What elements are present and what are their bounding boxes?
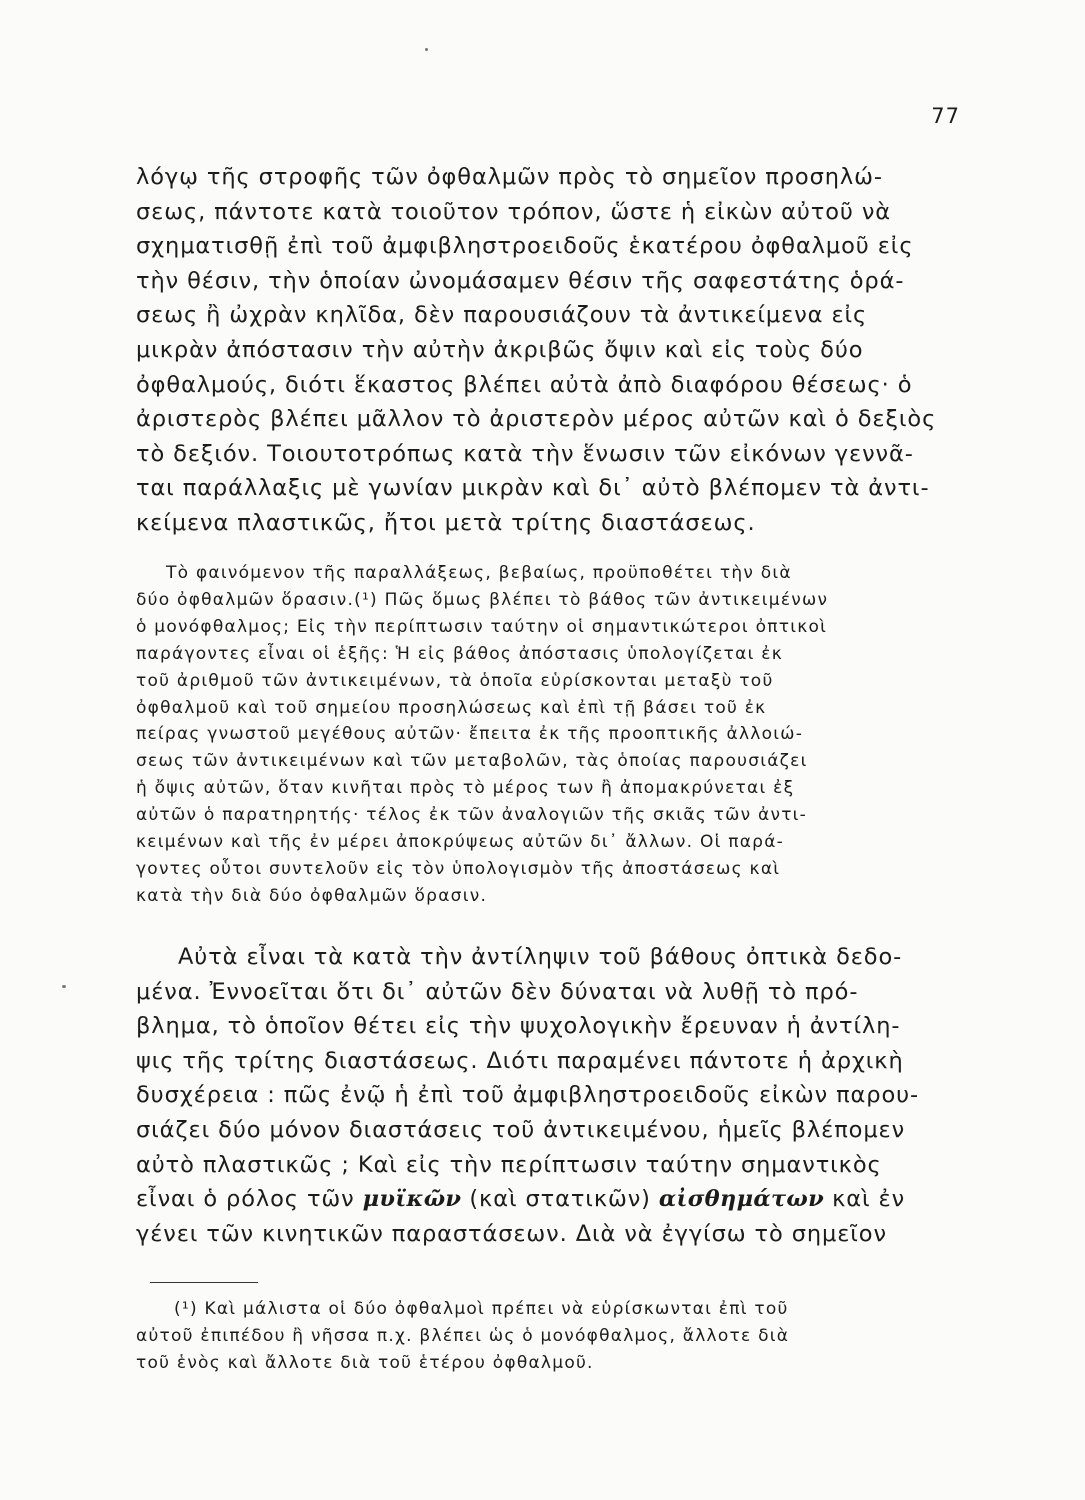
text-line: βλημα, τὸ ὁποῖον θέτει εἰς τὴν ψυχολογικὴν ἔρευναν ἡ ἀντίλη-	[136, 1013, 901, 1040]
footnote-divider	[150, 1282, 258, 1283]
text-line: ὀφθαλμούς, διότι ἕκαστος βλέπει αὐτὰ ἀπὸ διαφόρου θέσεως· ὁ	[136, 371, 913, 398]
text-line: τὸ δεξιόν. Τοιουτοτρόπως κατὰ τὴν ἕνωσιν τῶν εἰκόνων γεννᾶ-	[136, 440, 914, 467]
text-run: καὶ ἐν	[824, 1186, 906, 1213]
text-line: ὁ μονόφθαλμος; Εἰς τὴν περίπτωσιν ταύτην οἱ σημαντικώτεροι ὀπτικοὶ	[136, 616, 828, 637]
text-line: αὐτὸ πλαστικῶς ; Καὶ εἰς τὴν περίπτωσιν ταύτην σημαντικὸς	[136, 1151, 882, 1178]
text-line: ψις τῆς τρίτης διαστάσεως. Διότι παραμένει πάντοτε ἡ ἀρχικὴ	[136, 1047, 904, 1074]
text-line: μικρὰν ἀπόστασιν τὴν αὐτὴν ἀκριβῶς ὄψιν καὶ εἰς τοὺς δύο	[136, 336, 864, 363]
text-line: Αὐτὰ εἶναι τὰ κατὰ τὴν ἀντίληψιν τοῦ βάθους ὀπτικὰ δεδο-	[178, 944, 903, 970]
text-line: γοντες οὗτοι συντελοῦν εἰς τὸν ὑπολογισμὸν τῆς ἀποστάσεως καὶ	[136, 858, 781, 879]
page-number: 77	[931, 104, 960, 128]
text-line: σεως ἢ ὠχρὰν κηλῖδα, δὲν παρουσιάζουν τὰ ἀντικείμενα εἰς	[136, 302, 868, 329]
text-run: εἶναι ὁ ρόλος τῶν	[136, 1186, 363, 1213]
text-line: τοῦ ἑνὸς καὶ ἄλλοτε διὰ τοῦ ἑτέρου ὀφθαλμοῦ.	[136, 1352, 594, 1373]
text-line: λόγῳ τῆς στροφῆς τῶν ὀφθαλμῶν πρὸς τὸ σημεῖον προσηλώ-	[136, 164, 883, 190]
text-line: σχηματισθῇ ἐπὶ τοῦ ἀμφιβληστροειδοῦς ἑκατέρου ὀφθαλμοῦ εἰς	[136, 233, 914, 260]
text-line: γένει τῶν κινητικῶν παραστάσεων. Διὰ νὰ ἐγγίσω τὸ σημεῖον	[136, 1220, 887, 1247]
text-line: σεως, πάντοτε κατὰ τοιοῦτον τρόπον, ὥστε ἡ εἰκὼν αὐτοῦ νὰ	[136, 198, 892, 225]
text-line: (¹) Καὶ μάλιστα οἱ δύο ὀφθαλμοὶ πρέπει νὰ εὑρίσκωνται ἐπὶ τοῦ	[174, 1299, 789, 1319]
text-line: σιάζει δύο μόνον διαστάσεις τοῦ ἀντικειμένου, ἡμεῖς βλέπομεν	[136, 1116, 906, 1143]
print-speck	[62, 985, 66, 988]
text-line: δύο ὀφθαλμῶν ὅρασιν.(¹) Πῶς ὅμως βλέπει τὸ βάθος τῶν ἀντικειμένων	[136, 589, 829, 610]
paragraph-3	[136, 940, 968, 1251]
text-line: σεως τῶν ἀντικειμένων καὶ τῶν μεταβολῶν, τὰς ὁποίας παρουσιάζει	[136, 751, 808, 772]
paragraph-2-small-print	[136, 560, 966, 910]
text-line: πείρας γνωστοῦ μεγέθους αὐτῶν· ἔπειτα ἐκ τῆς προοπτικῆς ἀλλοιώ-	[136, 724, 804, 745]
text-line-with-emphasis	[136, 1182, 968, 1217]
text-line: ἡ ὄψις αὐτῶν, ὅταν κινῆται πρὸς τὸ μέρος των ἢ ἀπομακρύνεται ἐξ	[136, 778, 795, 799]
text-line: κείμενα πλαστικῶς, ἤτοι μετὰ τρίτης διαστάσεως.	[136, 509, 756, 536]
footnote	[136, 1296, 966, 1377]
emphasis-muikon: μυϊκῶν	[362, 1186, 462, 1213]
text-line: δυσχέρεια : πῶς ἐνῷ ἡ ἐπὶ τοῦ ἀμφιβληστροειδοῦς εἰκὼν παρου-	[136, 1082, 920, 1109]
text-line: μένα. Ἐννοεῖται ὅτι δι᾽ αὐτῶν δὲν δύναται νὰ λυθῇ τὸ πρό-	[136, 978, 859, 1005]
text-line: Τὸ φαινόμενον τῆς παραλλάξεως, βεβαίως, προϋποθέτει τὴν διὰ	[166, 563, 792, 583]
text-line: ἀριστερὸς βλέπει μᾶλλον τὸ ἀριστερὸν μέρος αὐτῶν καὶ ὁ δεξιὸς	[136, 406, 937, 433]
text-line: αὐτοῦ ἐπιπέδου ἢ νῆσσα π.χ. βλέπει ὡς ὁ μονόφθαλμος, ἄλλοτε διὰ	[136, 1325, 790, 1346]
paragraph-1	[136, 160, 968, 541]
text-line: ὀφθαλμοῦ καὶ τοῦ σημείου προσηλώσεως καὶ ἐπὶ τῇ βάσει τοῦ ἐκ	[136, 697, 767, 718]
text-line: παράγοντες εἶναι οἱ ἑξῆς: Ἡ εἰς βάθος ἀπόστασις ὑπολογίζεται ἐκ	[136, 643, 783, 664]
emphasis-aisthimaton: αἰσθημάτων	[658, 1186, 825, 1213]
text-line: αὐτῶν ὁ παρατηρητής· τέλος ἐκ τῶν ἀναλογιῶν τῆς σκιᾶς τῶν ἀντι-	[136, 805, 808, 826]
text-line: κειμένων καὶ τῆς ἐν μέρει ἀποκρύψεως αὐτῶν δι᾽ ἄλλων. Οἱ παρά-	[136, 832, 785, 853]
text-line: τὴν θέσιν, τὴν ὁποίαν ὠνομάσαμεν θέσιν τῆς σαφεστάτης ὁρά-	[136, 267, 905, 294]
text-line: τοῦ ἀριθμοῦ τῶν ἀντικειμένων, τὰ ὁποῖα εὑρίσκονται μεταξὺ τοῦ	[136, 670, 774, 691]
text-line: ται παράλλαξις μὲ γωνίαν μικρὰν καὶ δι᾽ αὐτὸ βλέπομεν τὰ ἀντι-	[136, 475, 930, 502]
text-run: (καὶ στατικῶν)	[461, 1186, 659, 1213]
text-line: κατὰ τὴν διὰ δύο ὀφθαλμῶν ὅρασιν.	[136, 885, 488, 906]
print-speck	[425, 48, 428, 51]
